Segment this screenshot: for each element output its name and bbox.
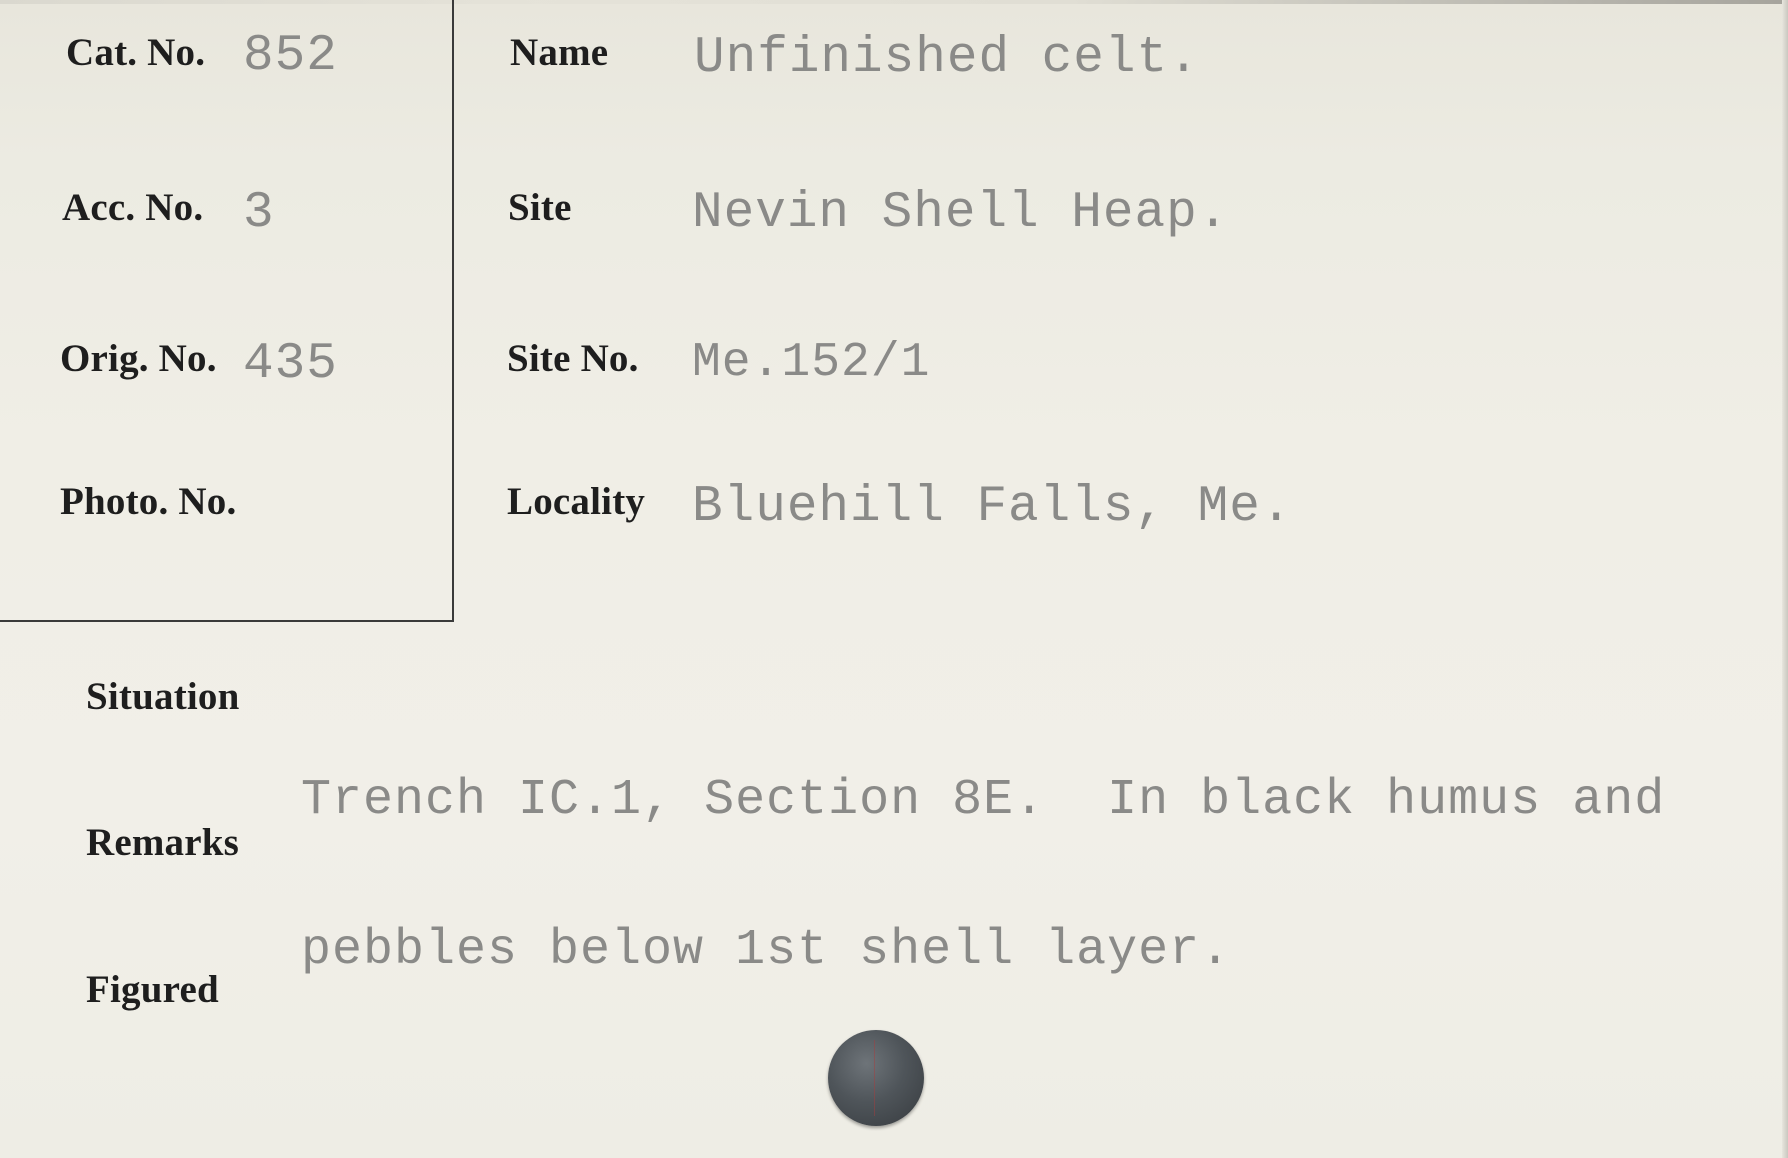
name-value: Unfinished celt.: [694, 30, 1200, 87]
site-no-label: Site No.: [507, 337, 639, 380]
cat-no-label: Cat. No.: [66, 31, 206, 74]
orig-no-label: Orig. No.: [60, 337, 217, 380]
site-no-value: Me.152/1: [692, 336, 931, 390]
site-value: Nevin Shell Heap.: [692, 185, 1230, 242]
situation-label: Situation: [86, 675, 240, 718]
acc-no-value: 3: [243, 185, 275, 242]
id-numbers-box: [0, 0, 454, 622]
cat-no-value: 852: [243, 28, 338, 85]
situation-text: [301, 676, 1701, 1076]
remarks-label: Remarks: [86, 821, 240, 864]
figured-label: Figured: [86, 968, 219, 1011]
situation-line-1: Trench IC.1, Section 8E. In black humus and: [301, 772, 1666, 829]
photo-no-label: Photo. No.: [60, 480, 237, 523]
locality-label: Locality: [507, 480, 646, 523]
card-right-edge: [1782, 0, 1788, 1158]
name-label: Name: [510, 31, 609, 74]
punch-hole: [828, 1030, 924, 1126]
orig-no-value: 435: [243, 336, 338, 393]
locality-value: Bluehill Falls, Me.: [692, 479, 1293, 536]
situation-line-2: pebbles below 1st shell layer.: [301, 922, 1232, 979]
acc-no-label: Acc. No.: [62, 186, 204, 229]
site-label: Site: [508, 186, 572, 229]
